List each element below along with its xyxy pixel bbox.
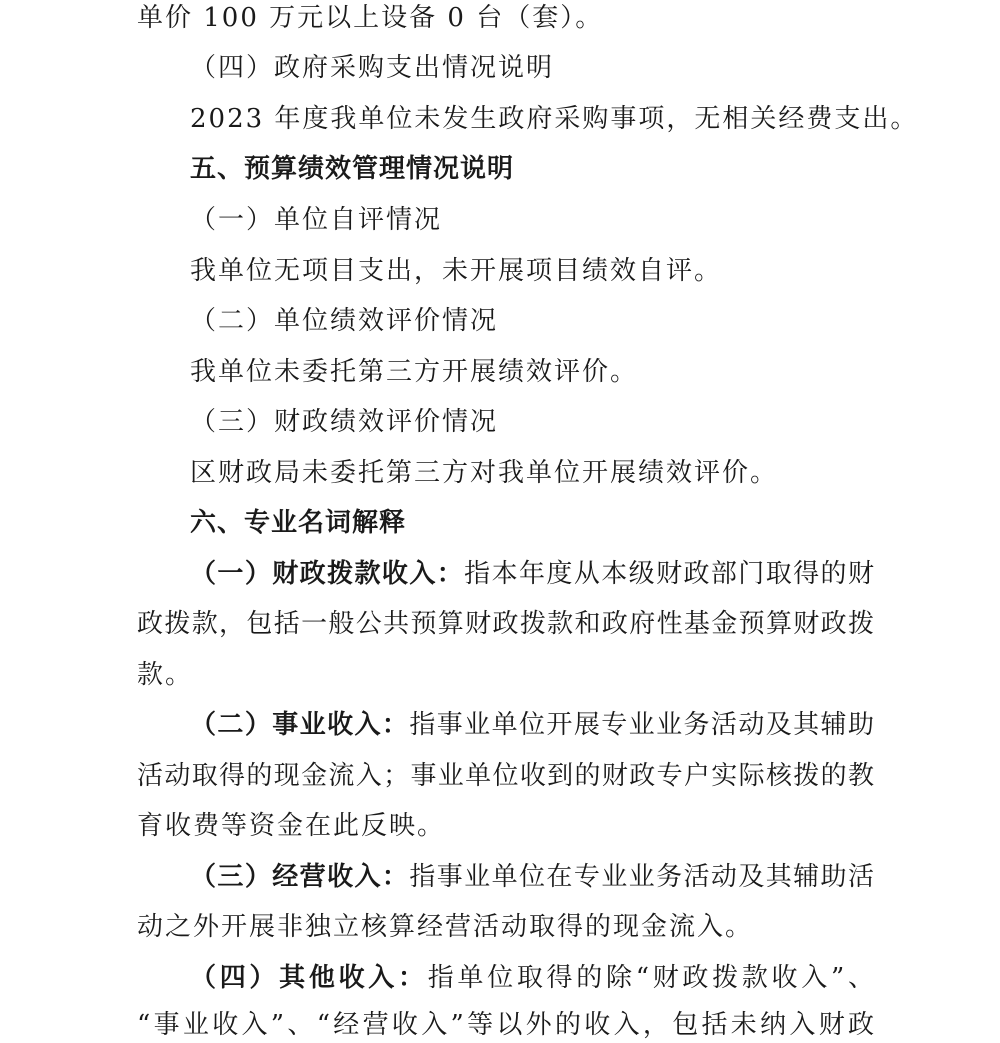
subsection-2-heading: （二）单位绩效评价情况: [190, 306, 499, 336]
definition-3-first-line: [190, 859, 875, 895]
subsection-2-paragraph: 我单位未委托第三方开展绩效评价。: [190, 357, 639, 387]
definition-1-text-3: 款。: [137, 660, 194, 690]
definition-2-text-2: 活动取得的现金流入；事业单位收到的财政专户实际核拨的教: [137, 761, 875, 791]
definition-2-text-1: 指事业单位开展专业业务活动及其辅助: [409, 710, 875, 740]
definition-3-term: （三）经营收入：: [190, 862, 410, 892]
definition-4-first-line: [190, 960, 875, 996]
equipment-count-line: 单价 100 万元以上设备 0 台（套）。: [137, 3, 604, 33]
subsection-1-heading: （一）单位自评情况: [190, 205, 443, 235]
definition-1-first-line: [190, 556, 875, 592]
subsection-1-paragraph: 我单位无项目支出，未开展项目绩效自评。: [190, 256, 723, 286]
definition-2-text-3: 育收费等资金在此反映。: [137, 811, 446, 841]
definition-1-text-1: 指本年度从本级财政部门取得的财: [464, 559, 875, 589]
definition-1-text-2: 政拨款，包括一般公共预算财政拨款和政府性基金预算财政拨: [137, 609, 875, 639]
definition-1-term: （一）财政拨款收入：: [190, 559, 465, 589]
definition-3-text-1: 指事业单位在专业业务活动及其辅助活: [409, 862, 875, 892]
definition-4-term: （四）其他收入：: [190, 963, 428, 993]
definition-2-term: （二）事业收入：: [190, 710, 410, 740]
subsection-3-heading: （三）财政绩效评价情况: [190, 407, 499, 437]
section-4-heading-procurement: （四）政府采购支出情况说明: [190, 53, 555, 83]
section-5-heading: 五、预算绩效管理情况说明: [190, 154, 515, 184]
definition-3-text-2: 动之外开展非独立核算经营活动取得的现金流入。: [137, 912, 754, 942]
definition-4-text-2: “事业收入”、“经营收入”等以外的收入，包括未纳入财政: [137, 1010, 875, 1040]
procurement-paragraph: 2023 年度我单位未发生政府采购事项，无相关经费支出。: [190, 104, 919, 134]
subsection-3-paragraph: 区财政局未委托第三方对我单位开展绩效评价。: [190, 458, 779, 488]
section-6-heading: 六、专业名词解释: [190, 508, 407, 538]
definition-2-first-line: [190, 707, 875, 743]
definition-4-text-1: 指单位取得的除“财政拨款收入”、: [427, 963, 875, 993]
